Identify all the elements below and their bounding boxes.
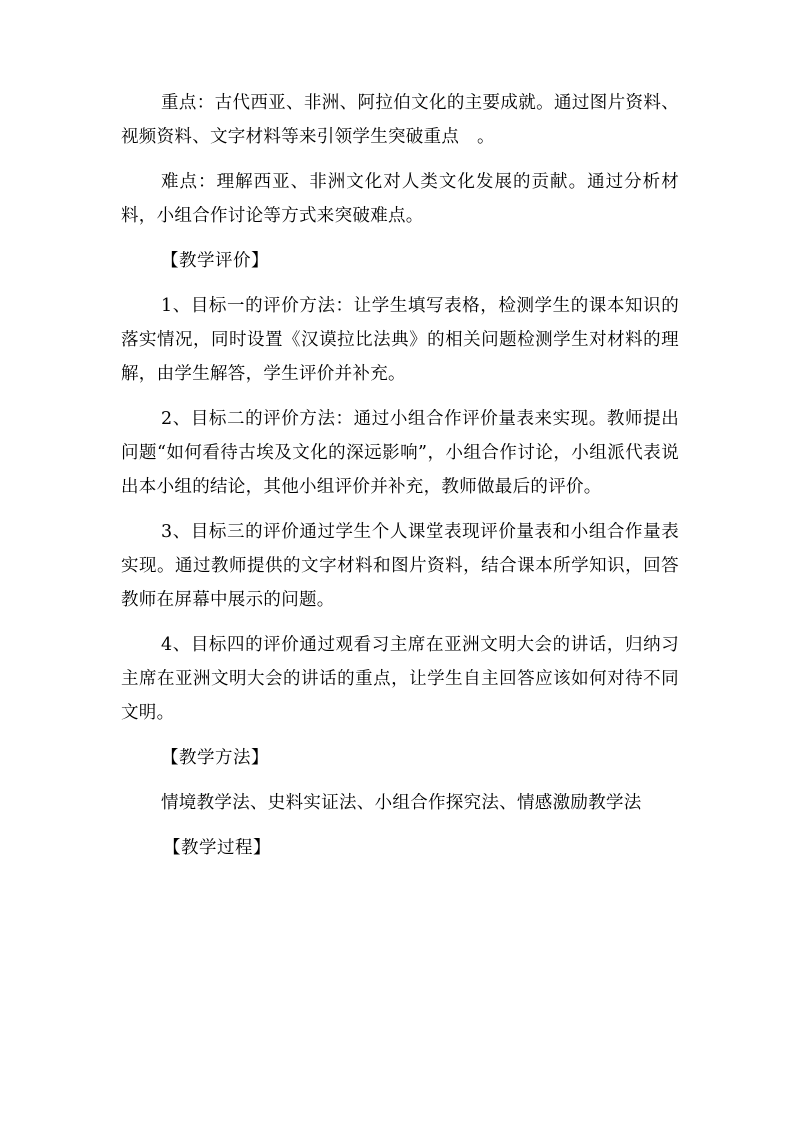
evaluation-item-1: 1、目标一的评价方法：让学生填写表格，检测学生的课本知识的落实情况，同时设置《汉谟拉比法典》的相关问题检测学生对材料的理解，由学生解答，学生评价并补充。 (121, 296, 679, 384)
evaluation-item-4: 4、目标四的评价通过观看习主席在亚洲文明大会的讲话，归纳习主席在亚洲文明大会的讲话的重点，让学生自主回答应该如何对待不同文明。 (121, 635, 679, 723)
methods-paragraph: 情境教学法、史料实证法、小组合作探究法、情感激励教学法 (161, 793, 642, 813)
evaluation-item-2: 2、目标二的评价方法：通过小组合作评价量表来实现。教师提出问题“如何看待古埃及文化的深远影响”，小组合作讨论，小组派代表说出本小组的结论，其他小组评价并补充，教师做最后的评价。 (121, 409, 679, 497)
difficult-points-paragraph: 难点：理解西亚、非洲文化对人类文化发展的贡献。通过分析材料，小组合作讨论等方式来突破难点。 (121, 172, 679, 226)
section-heading-evaluation: 【教学评价】 (161, 251, 269, 271)
section-heading-methods: 【教学方法】 (161, 748, 269, 768)
document-body (121, 86, 679, 865)
evaluation-item-3: 3、目标三的评价通过学生个人课堂表现评价量表和小组合作量表实现。通过教师提供的文字材料和图片资料，结合课本所学知识，回答教师在屏幕中展示的问题。 (121, 522, 679, 610)
key-points-paragraph: 重点：古代西亚、非洲、阿拉伯文化的主要成就。通过图片资料、视频资料、文字材料等来引领学生突破重点 。 (121, 93, 679, 147)
section-heading-process: 【教学过程】 (163, 838, 271, 858)
